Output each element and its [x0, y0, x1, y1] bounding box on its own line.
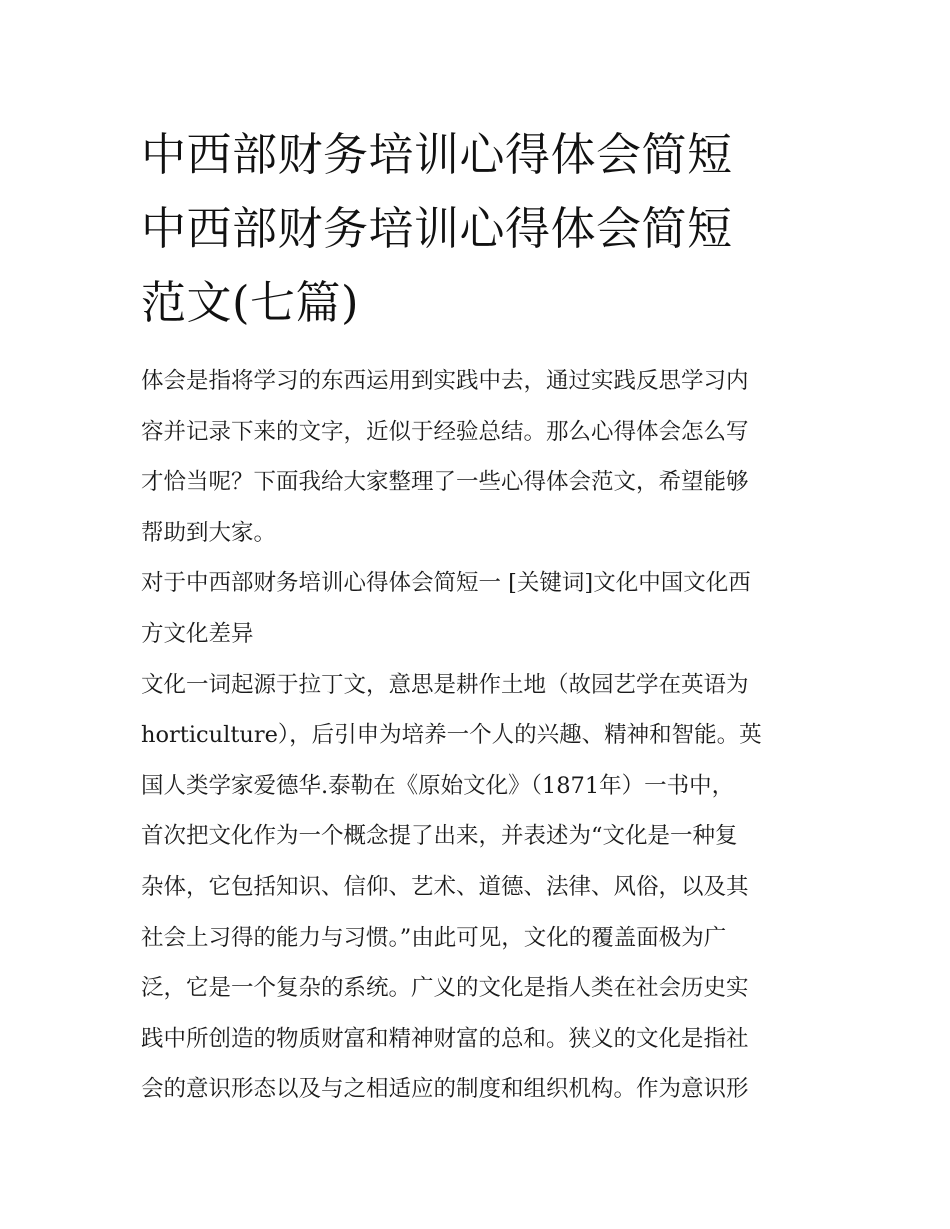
title-line: 中西部财务培训心得体会简短 [141, 128, 733, 181]
body-line: 对于中西部财务培训心得体会简短一 [关键词]文化中国文化西 [141, 570, 751, 597]
body-line: 杂体，它包括知识、信仰、艺术、道德、法律、风俗，以及其 [141, 873, 749, 900]
body-line: 会的意识形态以及与之相适应的制度和组织机构。作为意识形 [141, 1076, 749, 1103]
body-line: 帮助到大家。 [141, 519, 277, 546]
body-line: 容并记录下来的文字，近似于经验总结。那么心得体会怎么写 [141, 418, 749, 445]
body-line: 才恰当呢？下面我给大家整理了一些心得体会范文，希望能够 [141, 469, 749, 496]
body-line: 践中所创造的物质财富和精神财富的总和。狭义的文化是指社 [141, 1025, 749, 1052]
title-line: 中西部财务培训心得体会简短 [141, 202, 733, 255]
body-line: 文化一词起源于拉丁文，意思是耕作土地（故园艺学在英语为 [141, 671, 749, 698]
body-line: 泛，它是一个复杂的系统。广义的文化是指人类在社会历史实 [141, 975, 749, 1002]
body-line: 国人类学家爱德华.泰勒在《原始文化》（1871年）一书中， [141, 772, 735, 799]
body-line: 首次把文化作为一个概念提了出来，并表述为“文化是一种复 [141, 823, 738, 850]
document-body [141, 356, 813, 1115]
document-title [141, 118, 813, 340]
body-line: 社会上习得的能力与习惯。”由此可见，文化的覆盖面极为广 [141, 924, 727, 951]
body-line: 方文化差异 [141, 620, 254, 647]
title-line: 范文(七篇) [141, 276, 360, 329]
body-line: horticulture），后引申为培养一个人的兴趣、精神和智能。英 [141, 722, 762, 749]
body-line: 体会是指将学习的东西运用到实践中去，通过实践反思学习内 [141, 368, 749, 394]
document-content [141, 118, 813, 1115]
